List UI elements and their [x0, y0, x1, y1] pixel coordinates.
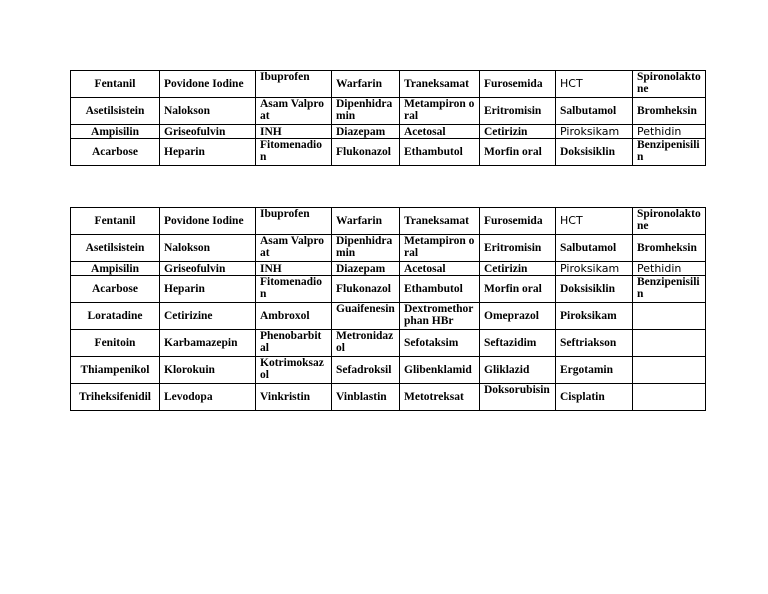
table-cell: Seftriakson [556, 330, 633, 357]
table-cell: Povidone Iodine [160, 208, 256, 235]
table-cell: Vinblastin [332, 384, 400, 411]
table-cell: Ambroxol [256, 303, 332, 330]
table-cell: Spironolaktone [633, 71, 706, 98]
table-cell: Klorokuin [160, 357, 256, 384]
table-cell: Fentanil [71, 71, 160, 98]
table-cell: Asetilsistein [71, 98, 160, 125]
table-cell: Acarbose [71, 139, 160, 166]
table-row [71, 235, 706, 262]
table-cell: Ethambutol [400, 276, 480, 303]
table-cell: Salbutamol [556, 235, 633, 262]
table-cell: Furosemida [480, 208, 556, 235]
table-row [71, 71, 706, 98]
table-cell: Acarbose [71, 276, 160, 303]
table-cell: Traneksamat [400, 208, 480, 235]
table-cell: Nalokson [160, 235, 256, 262]
table-cell: Diazepam [332, 262, 400, 276]
table-cell: Eritromisin [480, 98, 556, 125]
table-cell: Fenitoin [71, 330, 160, 357]
table-cell: Seftazidim [480, 330, 556, 357]
table-cell: Guaifenesin [332, 303, 400, 330]
table-cell: Dipenhidramin [332, 98, 400, 125]
table-row [71, 384, 706, 411]
table-cell: Cisplatin [556, 384, 633, 411]
table-row [71, 208, 706, 235]
table-cell: HCT [556, 71, 633, 98]
table-cell: Griseofulvin [160, 125, 256, 139]
table-cell: Fitomenadion [256, 139, 332, 166]
table-row [71, 125, 706, 139]
table-cell: Levodopa [160, 384, 256, 411]
table-cell: Vinkristin [256, 384, 332, 411]
table-cell: Bromheksin [633, 235, 706, 262]
table-row [71, 139, 706, 166]
table-cell: Warfarin [332, 71, 400, 98]
table-cell [633, 303, 706, 330]
table-cell: HCT [556, 208, 633, 235]
table-cell: Benzipenisilin [633, 276, 706, 303]
table-row [71, 330, 706, 357]
table-cell: Warfarin [332, 208, 400, 235]
table-row [71, 276, 706, 303]
table-cell: Ethambutol [400, 139, 480, 166]
table-cell: Nalokson [160, 98, 256, 125]
table-cell: Metampiron oral [400, 235, 480, 262]
table-cell: Piroksikam [556, 262, 633, 276]
table-row [71, 303, 706, 330]
table-cell: Piroksikam [556, 303, 633, 330]
table-cell: Piroksikam [556, 125, 633, 139]
table-cell: Loratadine [71, 303, 160, 330]
table-cell: Kotrimoksazol [256, 357, 332, 384]
table-cell: Flukonazol [332, 139, 400, 166]
table-cell: Heparin [160, 139, 256, 166]
table-cell: Heparin [160, 276, 256, 303]
table-cell: Ampisilin [71, 262, 160, 276]
table-cell: Spironolaktone [633, 208, 706, 235]
table-cell: Fitomenadion [256, 276, 332, 303]
table-cell: Asam Valproat [256, 235, 332, 262]
table-cell: Bromheksin [633, 98, 706, 125]
table-cell [633, 357, 706, 384]
table-cell: INH [256, 262, 332, 276]
table-cell: Metampiron oral [400, 98, 480, 125]
table-cell: Pethidin [633, 125, 706, 139]
table-cell: Griseofulvin [160, 262, 256, 276]
drug-table-2 [70, 207, 706, 411]
table-cell: Omeprazol [480, 303, 556, 330]
table-cell: Morfin oral [480, 139, 556, 166]
table-cell: Povidone Iodine [160, 71, 256, 98]
table-cell: Traneksamat [400, 71, 480, 98]
table-cell: Ergotamin [556, 357, 633, 384]
table-cell: Cetirizin [480, 125, 556, 139]
table-cell: Sefotaksim [400, 330, 480, 357]
table-cell: Phenobarbital [256, 330, 332, 357]
table-cell: Metronidazol [332, 330, 400, 357]
table-cell: Pethidin [633, 262, 706, 276]
table-cell: Gliklazid [480, 357, 556, 384]
table-cell: INH [256, 125, 332, 139]
table-cell: Thiampenikol [71, 357, 160, 384]
table-cell [633, 330, 706, 357]
table-cell: Fentanil [71, 208, 160, 235]
table-cell: Ibuprofen [256, 71, 332, 98]
table-cell: Dextromethorphan HBr [400, 303, 480, 330]
table-cell: Doksisiklin [556, 139, 633, 166]
table-row [71, 357, 706, 384]
table-cell: Glibenklamid [400, 357, 480, 384]
table-cell [633, 384, 706, 411]
table-cell: Ibuprofen [256, 208, 332, 235]
table-cell: Morfin oral [480, 276, 556, 303]
table-row [71, 98, 706, 125]
table-cell: Cetirizine [160, 303, 256, 330]
table-cell: Acetosal [400, 125, 480, 139]
table-cell: Doksisiklin [556, 276, 633, 303]
table-row [71, 262, 706, 276]
table-cell: Flukonazol [332, 276, 400, 303]
table-cell: Furosemida [480, 71, 556, 98]
table-cell: Salbutamol [556, 98, 633, 125]
table-cell: Ampisilin [71, 125, 160, 139]
table-cell: Benzipenisilin [633, 139, 706, 166]
table-cell: Cetirizin [480, 262, 556, 276]
table-cell: Asetilsistein [71, 235, 160, 262]
table-cell: Karbamazepin [160, 330, 256, 357]
drug-table-1 [70, 70, 706, 166]
table-cell: Eritromisin [480, 235, 556, 262]
table-cell: Dipenhidramin [332, 235, 400, 262]
table-cell: Doksorubisin [480, 384, 556, 411]
table-cell: Asam Valproat [256, 98, 332, 125]
table-cell: Diazepam [332, 125, 400, 139]
table-cell: Metotreksat [400, 384, 480, 411]
table-cell: Sefadroksil [332, 357, 400, 384]
table-cell: Acetosal [400, 262, 480, 276]
table-cell: Triheksifenidil [71, 384, 160, 411]
